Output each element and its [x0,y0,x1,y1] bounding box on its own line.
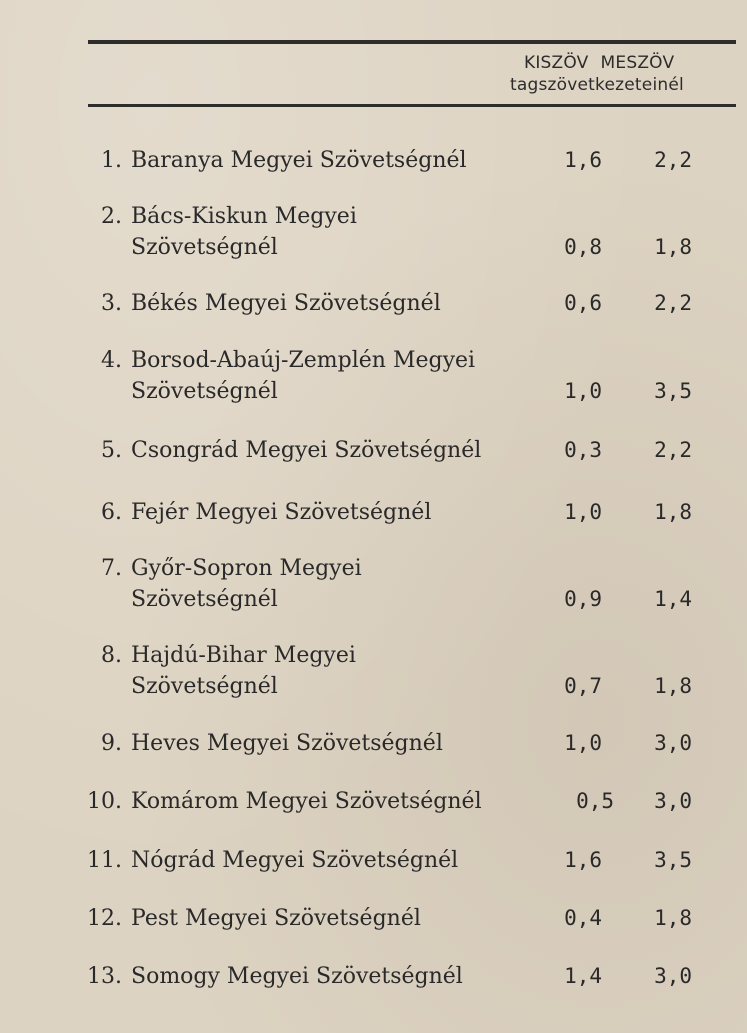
row-number: 12. [87,906,122,931]
row-value-kiszov: 0,3 [564,438,602,462]
row-number: 13. [87,964,122,989]
row-value-kiszov: 0,7 [564,674,602,698]
row-name-line1: Bács-Kiskun Megyei [131,204,357,229]
row-name [131,345,551,407]
row-number: 8. [101,643,122,668]
column-header-meszov: MESZÖV [600,53,675,73]
row-number: 11. [87,848,122,873]
row-name-line1: Heves Megyei Szövetségnél [131,731,443,756]
column-header [510,52,740,96]
row-value-kiszov: 0,6 [564,291,602,315]
row-number: 9. [101,731,122,756]
row-name [131,435,551,466]
row-value-meszov: 3,5 [654,379,692,403]
row-name-line2: Szövetségnél [131,674,278,699]
row-name-line1: Komárom Megyei Szövetségnél [131,789,482,814]
row-value-meszov: 1,8 [654,674,692,698]
row-value-meszov: 3,0 [654,789,692,813]
row-value-kiszov: 1,4 [564,964,602,988]
row-name-line1: Békés Megyei Szövetségnél [131,291,441,316]
row-number: 3. [101,291,122,316]
row-value-meszov: 3,5 [654,848,692,872]
row-name [131,497,551,528]
row-value-meszov: 2,2 [654,148,692,172]
row-name-line1: Győr-Sopron Megyei [131,556,362,581]
row-value-kiszov: 1,0 [564,500,602,524]
row-value-kiszov: 1,0 [564,379,602,403]
row-name [131,728,551,759]
row-number: 7. [101,556,122,581]
column-header-kiszov: KISZÖV [524,53,589,73]
row-value-kiszov: 1,0 [564,731,602,755]
row-value-kiszov: 0,8 [564,235,602,259]
row-name-line2: Szövetségnél [131,587,278,612]
row-name [131,201,551,263]
row-name-line1: Baranya Megyei Szövetségnél [131,148,467,173]
row-value-meszov: 1,8 [654,235,692,259]
row-name-line1: Hajdú-Bihar Megyei [131,643,356,668]
row-name-line1: Fejér Megyei Szövetségnél [131,500,432,525]
row-name-line2: Szövetségnél [131,235,278,260]
row-name [131,553,551,615]
row-value-meszov: 1,8 [654,906,692,930]
row-number: 10. [87,789,122,814]
row-value-meszov: 2,2 [654,291,692,315]
row-name [131,961,551,992]
row-name [131,640,551,702]
row-value-meszov: 3,0 [654,964,692,988]
row-value-kiszov: 1,6 [564,848,602,872]
row-name-line1: Borsod-Abaúj-Zemplén Megyei [131,348,476,373]
row-number: 2. [101,204,122,229]
row-name-line2: Szövetségnél [131,379,278,404]
row-number: 1. [101,148,122,173]
row-number: 5. [101,438,122,463]
row-name-line1: Nógrád Megyei Szövetségnél [131,848,459,873]
row-value-meszov: 2,2 [654,438,692,462]
column-header-subtitle: tagszövetkezeteinél [510,75,684,95]
row-name-line1: Somogy Megyei Szövetségnél [131,964,463,989]
row-value-kiszov: 1,6 [564,148,602,172]
row-name [131,145,551,176]
row-name [131,903,551,934]
row-value-kiszov: 0,4 [564,906,602,930]
row-value-meszov: 3,0 [654,731,692,755]
header-rule [88,104,736,107]
column-header-names [510,52,740,74]
row-value-kiszov: 0,5 [576,789,614,813]
row-name-line1: Csongrád Megyei Szövetségnél [131,438,482,463]
row-name-line1: Pest Megyei Szövetségnél [131,906,421,931]
row-name [131,786,551,817]
row-value-meszov: 1,8 [654,500,692,524]
row-value-kiszov: 0,9 [564,587,602,611]
row-number: 4. [101,348,122,373]
row-name [131,288,551,319]
top-rule [88,40,736,44]
row-number: 6. [101,500,122,525]
row-value-meszov: 1,4 [654,587,692,611]
row-name [131,845,551,876]
